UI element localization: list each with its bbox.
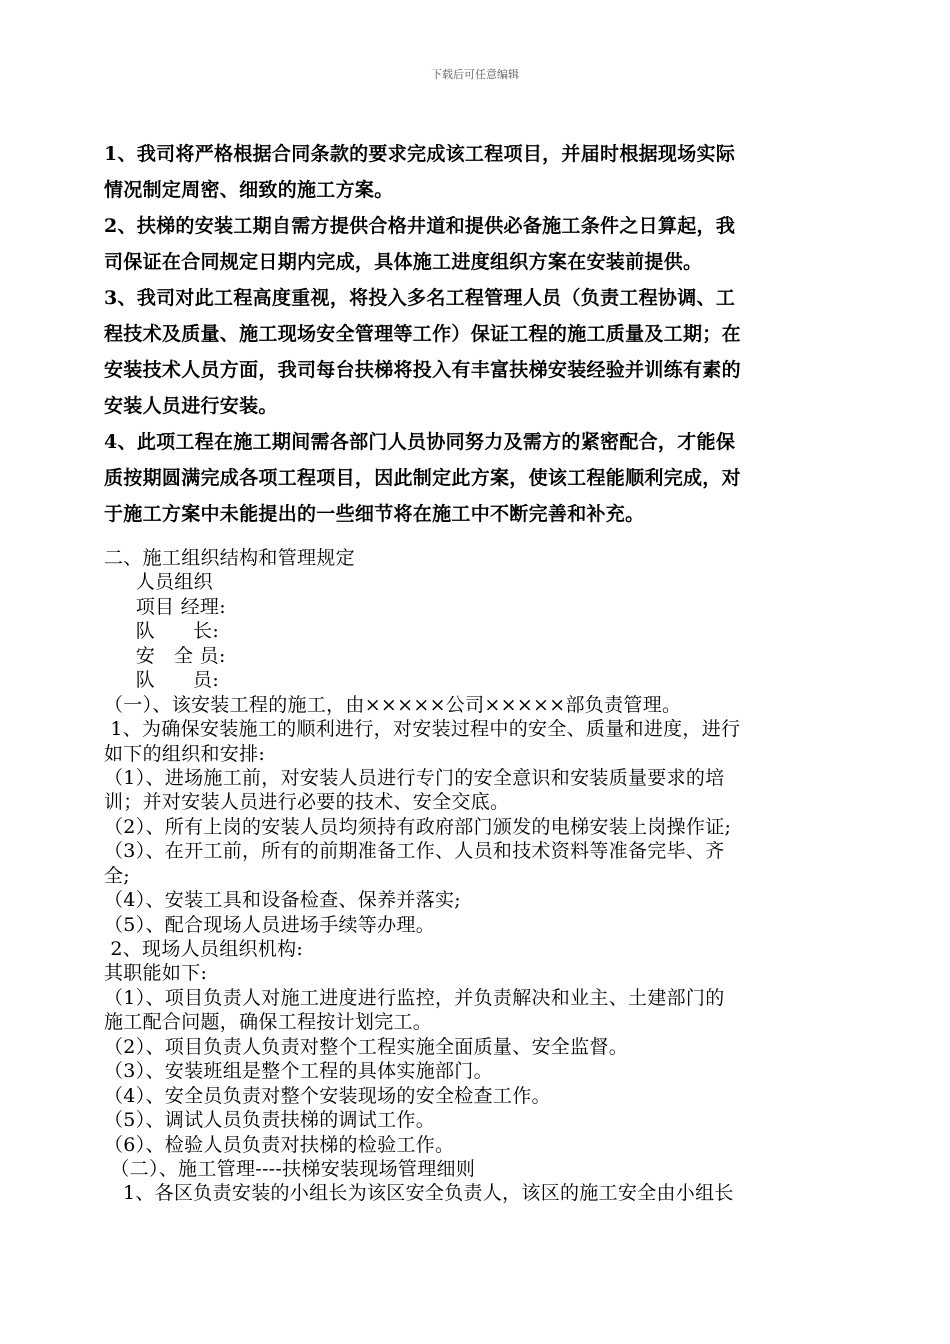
text-line: 安装技术人员方面，我司每台扶梯将投入有丰富扶梯安装经验并训练有素的 — [104, 359, 741, 381]
text-line: 人员组织 — [104, 571, 213, 594]
text-line: 于施工方案中未能提出的一些细节将在施工中不断完善和补充。 — [104, 503, 645, 525]
intro-section — [104, 136, 846, 532]
text-line: （一）、该安装工程的施工，由×××××公司×××××部负责管理。 — [104, 693, 682, 716]
text-line: 其职能如下: — [104, 962, 208, 985]
text-line: 安 全 员: — [104, 644, 226, 667]
text-line: 训；并对安装人员进行必要的技术、安全交底。 — [104, 791, 510, 814]
text-line: 施工配合问题，确保工程按计划完工。 — [104, 1011, 433, 1034]
text-line: 4、此项工程在施工期间需各部门人员协同努力及需方的紧密配合，才能保 — [104, 431, 736, 453]
text-line: 情况制定周密、细致的施工方案。 — [104, 179, 394, 201]
text-line: （1）、进场施工前，对安装人员进行专门的安全意识和安装质量要求的培 — [104, 766, 725, 789]
text-line: （二）、施工管理----扶梯安装现场管理细则 — [104, 1157, 476, 1180]
text-line: 程技术及质量、施工现场安全管理等工作）保证工程的施工质量及工期；在 — [104, 323, 741, 345]
text-line: （5）、调试人员负责扶梯的调试工作。 — [104, 1109, 435, 1132]
text-line: （3）、在开工前，所有的前期准备工作、人员和技术资料等准备完毕、齐 — [104, 840, 725, 863]
text-line: 2、扶梯的安装工期自需方提供合格井道和提供必备施工条件之日算起，我 — [104, 215, 736, 237]
section-heading: 二、施工组织结构和管理规定 — [104, 547, 355, 569]
text-line: （2）、项目负责人负责对整个工程实施全面质量、安全监督。 — [104, 1035, 628, 1058]
text-line: 安装人员进行安装。 — [104, 395, 278, 417]
page-header: 下载后可任意编辑 — [431, 68, 519, 81]
text-line: （4）、安全员负责对整个安装现场的安全检查工作。 — [104, 1084, 551, 1107]
text-line: 1、各区负责安装的小组长为该区安全负责人，该区的施工安全由小组长 — [104, 1182, 734, 1205]
text-line: 3、我司对此工程高度重视，将投入多名工程管理人员（负责工程协调、工 — [104, 287, 736, 309]
text-line: 质按期圆满完成各项工程项目，因此制定此方案，使该工程能顺利完成，对 — [104, 467, 741, 489]
text-line: 1、我司将严格根据合同条款的要求完成该工程项目，并届时根据现场实际 — [104, 143, 736, 165]
organization-section — [104, 546, 846, 1206]
text-line: 项目 经理: — [104, 595, 226, 618]
text-line: （5）、配合现场人员进场手续等办理。 — [104, 913, 435, 936]
text-line: （2）、所有上岗的安装人员均须持有政府部门颁发的电梯安装上岗操作证; — [104, 815, 732, 838]
text-line: 1、为确保安装施工的顺利进行，对安装过程中的安全、质量和进度，进行 — [104, 718, 741, 741]
text-line: （4）、安装工具和设备检查、保养并落实; — [104, 889, 461, 912]
text-line: 全; — [104, 864, 131, 887]
text-line: （1）、项目负责人对施工进度进行监控，并负责解决和业主、土建部门的 — [104, 986, 725, 1009]
text-line: （6）、检验人员负责对扶梯的检验工作。 — [104, 1133, 455, 1156]
text-line: 2、现场人员组织机构: — [104, 938, 304, 960]
text-line: 队 长: — [104, 620, 220, 643]
text-line: 如下的组织和安排: — [104, 742, 266, 765]
text-line: 队 员: — [104, 669, 220, 692]
text-line: 司保证在合同规定日期内完成，具体施工进度组织方案在安装前提供。 — [104, 251, 703, 273]
text-line: （3）、安装班组是整个工程的具体实施部门。 — [104, 1060, 493, 1083]
